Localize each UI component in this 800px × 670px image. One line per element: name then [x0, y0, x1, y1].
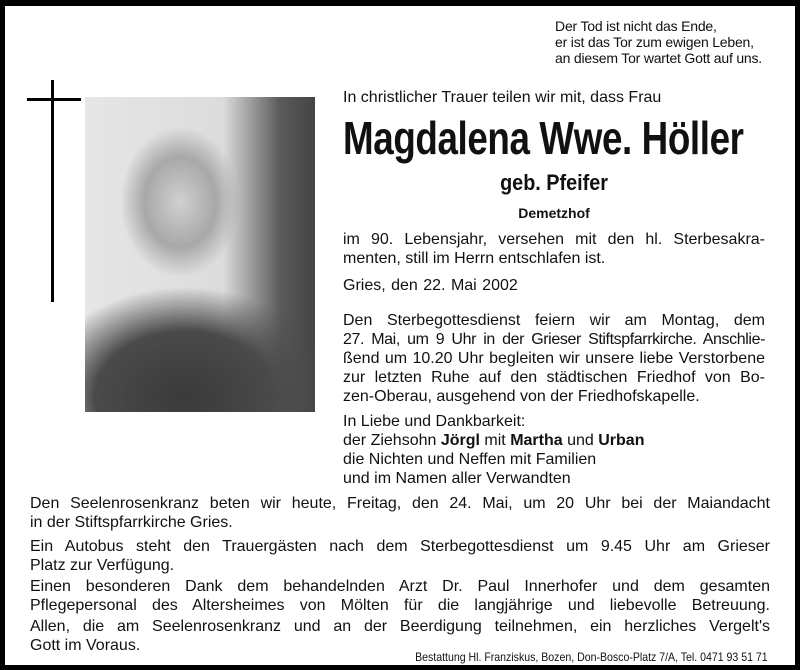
maiden-name: geb. Pfeifer	[500, 170, 608, 195]
motto-verse	[555, 18, 762, 66]
motto-line: an diesem Tor wartet Gott auf uns.	[555, 50, 762, 66]
cross-icon	[51, 80, 54, 302]
funeral-home-footer: Bestattung Hl. Franziskus, Bozen, Don-Bosco-Platz 7/A, Tel. 0471 93 51 71	[415, 650, 768, 664]
funeral-line: ßend um 10.20 Uhr begleiten wir unsere liebe Verstorbene	[343, 350, 765, 367]
intro-text: In christlicher Trauer teilen wir mit, dass Frau	[343, 89, 662, 106]
mourners-heading: In Liebe und Dankbarkeit:	[343, 413, 526, 430]
closing-line: Allen, die am Seelenrosenkranz und an der Beerdigung teilnehmen, ein herzliches Vergelt's	[30, 618, 770, 635]
text: und	[562, 432, 599, 449]
bus-line: Platz zur Verfügung.	[30, 557, 175, 574]
place-date: Gries, den 22. Mai 2002	[343, 277, 518, 294]
text: mit	[479, 432, 511, 449]
farm-name: Demetzhof	[518, 205, 590, 221]
cross-icon-bar	[27, 98, 81, 101]
thanks-line: Pflegepersonal des Altersheimes von Mölten für die langjährige und liebevolle Betreuung.	[30, 597, 770, 614]
death-line: menten, still im Herrn entschlafen ist.	[343, 250, 606, 267]
rosary-line: Den Seelenrosenkranz beten wir heute, Freitag, den 24. Mai, um 20 Uhr bei der Maiandacht	[30, 495, 770, 512]
portrait-photo	[85, 97, 315, 412]
death-line: im 90. Lebensjahr, versehen mit den hl. Sterbesakra-	[343, 231, 765, 248]
mourners-line: die Nichten und Neffen mit Familien	[343, 451, 597, 468]
mourner-name: Martha	[510, 432, 563, 449]
deceased-name: Magdalena Wwe. Höller	[343, 112, 744, 164]
funeral-line: zen-Oberau, ausgehend von der Friedhofskapelle.	[343, 388, 700, 405]
thanks-line: Einen besonderen Dank dem behandelnden Arzt Dr. Paul Innerhofer und dem gesamten	[30, 578, 770, 595]
funeral-line: 27. Mai, um 9 Uhr in der Grieser Stiftspfarrkirche. Anschlie-	[343, 331, 765, 348]
motto-line: er ist das Tor zum ewigen Leben,	[555, 34, 754, 50]
text: der Ziehsohn	[343, 432, 441, 449]
funeral-line: Den Sterbegottesdienst feiern wir am Montag, dem	[343, 312, 765, 329]
mourner-name: Jörgl	[440, 432, 480, 449]
mourner-name: Urban	[598, 432, 645, 449]
mourners-line	[343, 431, 644, 450]
funeral-line: zur letzten Ruhe auf den städtischen Friedhof von Bo-	[343, 369, 765, 386]
closing-line: Gott im Voraus.	[30, 637, 141, 654]
bus-line: Ein Autobus steht den Trauergästen nach dem Sterbegottesdienst um 9.45 Uhr am Grieser	[30, 538, 770, 555]
motto-line: Der Tod ist nicht das Ende,	[555, 18, 717, 34]
mourners-line: und im Namen aller Verwandten	[343, 470, 571, 487]
rosary-line: in der Stiftspfarrkirche Gries.	[30, 514, 233, 531]
